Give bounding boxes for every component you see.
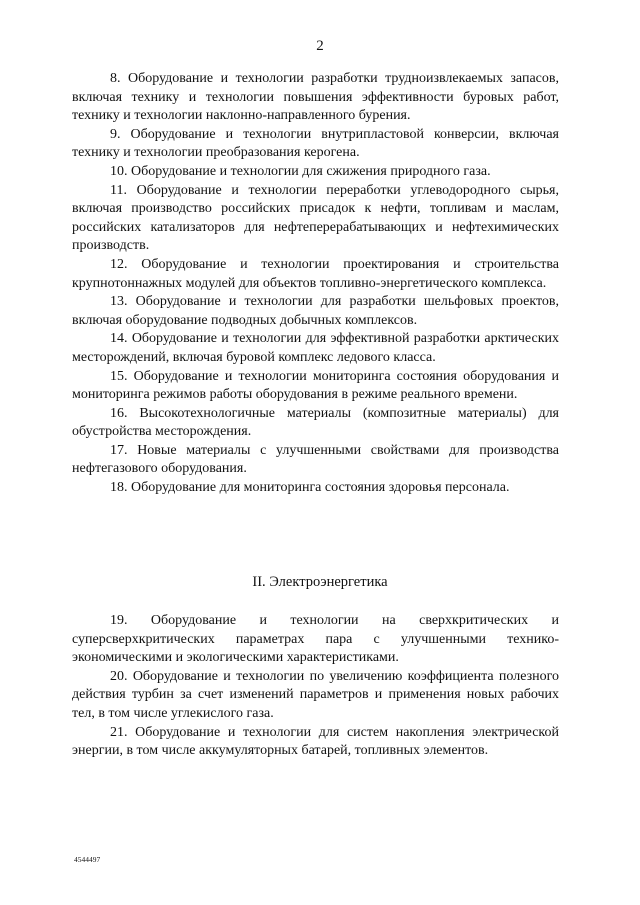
list-item: 9. Оборудование и технологии внутрипластовой конверсии, включая технику и технологии преобразования керогена. [72, 126, 559, 161]
list-item: 13. Оборудование и технологии для разработки шельфовых проектов, включая оборудование подводных добычных комплексов. [72, 294, 559, 328]
list-item: 16. Высокотехнологичные материалы (композитные материалы) для обустройства месторождения. [72, 405, 559, 440]
list-item: 12. Оборудование и технологии проектирования и строительства крупнотоннажных модулей для объектов топливно-энергетического комплекса. [72, 256, 559, 291]
list-item: 17. Новые материалы с улучшенными свойствами для производства нефтегазового оборудования. [72, 442, 559, 477]
document-code: 4544497 [74, 855, 101, 864]
list-part-2 [72, 612, 559, 761]
list-item: 21. Оборудование и технологии для систем накопления электрической энергии, в том числе аккумуляторных батарей, топливных элементов. [72, 724, 559, 759]
list-item: 8. Оборудование и технологии разработки трудноизвлекаемых запасов, включая технику и технологии повышения эффективности буровых работ, технику и технологии наклонно-направленного бурения. [72, 71, 559, 124]
list-item: 10. Оборудование и технологии для сжижения природного газа. [110, 163, 491, 179]
list-part-1 [72, 70, 559, 498]
list-item: 11. Оборудование и технологии переработки углеводородного сырья, включая производство российских присадок к нефти, топливам и маслам, российских катализаторов для нефтеперерабатывающих и нефтехимических производств. [72, 182, 559, 254]
list-item: 15. Оборудование и технологии мониторинга состояния оборудования и мониторинга режимов работы оборудования в режиме реального времени. [72, 368, 559, 403]
list-item: 18. Оборудование для мониторинга состояния здоровья персонала. [110, 480, 510, 496]
list-item: 14. Оборудование и технологии для эффективной разработки арктических месторождений, включая буровой комплекс ледового класса. [72, 331, 559, 365]
list-item: 19. Оборудование и технологии на сверхкритических и суперсверхкритических параметрах пара с улучшенными технико-экономическими и экологическими характеристиками. [72, 613, 559, 666]
page-number: 2 [316, 38, 324, 54]
list-item: 20. Оборудование и технологии по увеличению коэффициента полезного действия турбин за счет изменений параметров и применения новых рабочих тел, в том числе углекислого газа. [72, 668, 559, 721]
section-heading: II. Электроэнергетика [252, 574, 388, 590]
